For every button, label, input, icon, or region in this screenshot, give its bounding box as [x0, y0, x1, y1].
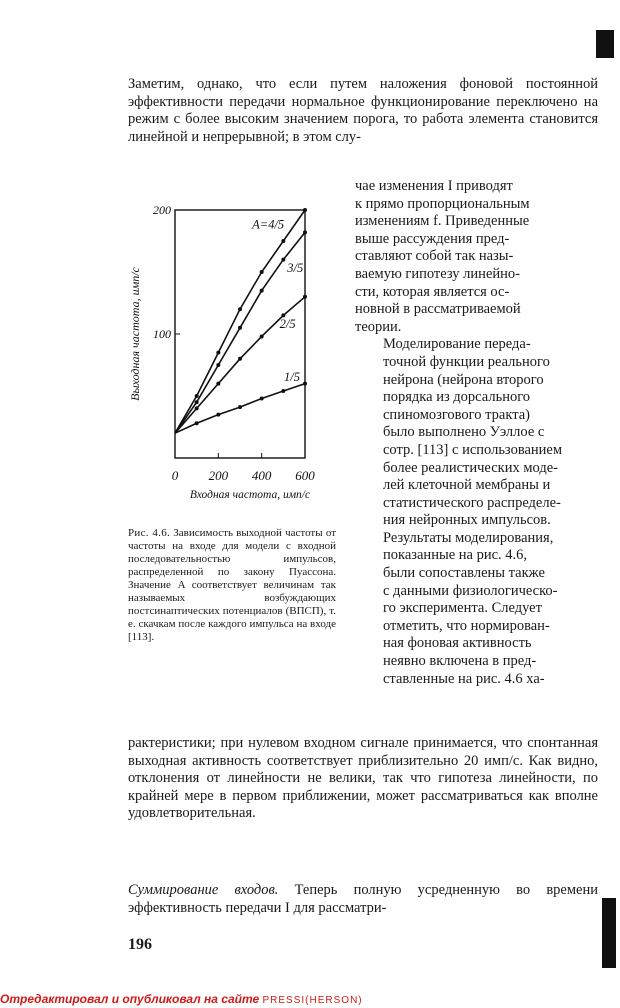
right-column-para2-line: статистического распределе-	[383, 494, 561, 511]
series-line	[175, 232, 305, 433]
data-point	[303, 382, 307, 386]
page-edge-mark-bottom	[602, 898, 616, 968]
right-column-para1-line: ваемую гипотезу линейно-	[355, 265, 520, 282]
data-point	[260, 289, 264, 293]
right-column-para1-line: ставляют собой так назы-	[355, 248, 514, 265]
right-column-para2-line: показанные на рис. 4.6,	[383, 547, 528, 564]
x-axis-label: Входная частота, имп/с	[189, 489, 311, 501]
data-point	[195, 421, 199, 425]
right-column-para2-line: спиномозгового тракта)	[383, 406, 530, 423]
right-column-para2-line: ния нейронных импульсов.	[383, 512, 551, 529]
data-point	[216, 382, 220, 386]
right-column-para1-line: выше рассуждения пред-	[355, 230, 510, 247]
data-point	[281, 239, 285, 243]
page-number: 196	[128, 936, 152, 953]
paragraph-top: Заметим, однако, что если путем наложения фоновой постоянной эффективности передачи нормальное функционирование переключено на режим с более высоким значением порога, то работа элемента становится линейной и непрерывной; в этом слу-	[128, 76, 598, 145]
section-lead: Суммирование входов.	[128, 882, 279, 898]
series-label: 3/5	[287, 261, 304, 275]
caption-label: Рис. 4.6.	[128, 527, 171, 539]
data-point	[238, 326, 242, 330]
right-column-para1-line: новной в рассматриваемой	[355, 301, 521, 318]
right-column-para2-line: неявно включена в пред-	[383, 653, 537, 670]
right-column-para2-line: го эксперимента. Следует	[383, 600, 542, 617]
plot-frame	[175, 210, 305, 458]
x-tick-label: 200	[208, 468, 229, 483]
y-axis-label: Выходная частота, имп/с	[128, 267, 142, 401]
data-point	[260, 270, 264, 274]
right-column-para2-line: Результаты моделирования,	[383, 529, 554, 546]
site-footer[interactable]	[0, 992, 363, 1006]
series-label: 1/5	[284, 370, 300, 385]
footer-brand[interactable]: PRESSI(HERSON)	[262, 995, 363, 1006]
data-point	[303, 208, 307, 212]
right-column-para1-line: изменениям f. Приведенные	[355, 213, 530, 230]
right-column-para2-line: были сопоставлены также	[383, 565, 545, 582]
figure-4-6-chart	[120, 190, 350, 520]
right-column-para1-line: сти, которая является ос-	[355, 283, 510, 300]
right-column-para2-line: с данными физиологическо-	[383, 582, 558, 599]
series-label: 2/5	[279, 316, 296, 331]
data-point	[195, 400, 199, 404]
right-column-para2-line: порядка из дорсального	[383, 389, 531, 406]
right-column-para1-line: теории.	[355, 318, 402, 335]
right-column-para2-line: более реалистических моде-	[383, 459, 558, 476]
caption-text: Зависимость выходной частоты от частоты на входе для модели с входной последовательностью импульсов, распределенной по закону Пуассона. Значение A соответствует величинам так называемых возбуждающих постсинаптических потенциалов (ВПСП), т. е. скачкам после каждого импульса на входе [113].	[128, 527, 337, 643]
paragraph-bottom: рактеристики; при нулевом входном сигнале принимается, что спонтанная выходная активность соответствует приблизительно 20 имп/с. Как видно, отклонения от линейности не велики, так что гипотеза линейности, по крайней мере в первом приближении, может рассматриваться как вполне удовлетворительная.	[128, 735, 598, 822]
data-point	[216, 351, 220, 355]
data-point	[281, 389, 285, 393]
y-tick-label: 100	[153, 327, 171, 341]
right-column-para2-line: было выполнено Уэллое с	[383, 424, 545, 441]
right-column-para2-line: нейрона (нейрона второго	[383, 371, 544, 388]
right-column-para2-line: лей клеточной мембраны и	[383, 477, 551, 494]
data-point	[238, 357, 242, 361]
x-tick-label: 600	[295, 468, 315, 483]
right-column-para2-line: сотр. [113] с использованием	[383, 441, 563, 458]
right-column-para2-line: отметить, что нормирован-	[383, 617, 550, 634]
right-column-para1	[355, 178, 598, 336]
right-column	[355, 178, 598, 688]
right-column-para2	[355, 336, 598, 688]
figure-caption	[128, 527, 336, 644]
page-edge-mark	[596, 30, 614, 58]
data-point	[303, 230, 307, 234]
x-tick-label: 400	[251, 468, 272, 483]
series-label: A=4/5	[252, 217, 285, 232]
y-tick-label: 200	[153, 203, 171, 217]
data-point	[260, 396, 264, 400]
right-column-para2-line: ная фоновая активность	[383, 635, 532, 652]
section-text: Теперь полную усредненную во времени эффективность передачи I для рассматри-	[128, 882, 598, 916]
data-point	[238, 307, 242, 311]
paragraph-summation	[128, 882, 598, 917]
data-point	[303, 295, 307, 299]
data-point	[260, 334, 264, 338]
x-tick-label: 0	[171, 468, 179, 483]
right-column-para2-line: Моделирование переда-	[383, 336, 531, 353]
data-point	[281, 258, 285, 262]
footer-text: Отредактировал и опубликовал на сайте	[0, 992, 260, 1006]
right-column-para2-line: ставленные на рис. 4.6 ха-	[383, 670, 545, 687]
data-point	[216, 413, 220, 417]
data-point	[195, 406, 199, 410]
data-point	[216, 363, 220, 367]
data-point	[195, 394, 199, 398]
data-point	[238, 405, 242, 409]
right-column-para2-line: точной функции реального	[383, 353, 550, 370]
right-column-para1-line: к прямо пропорциональным	[355, 195, 530, 212]
right-column-para1-line: чае изменения I приводят	[355, 178, 513, 194]
